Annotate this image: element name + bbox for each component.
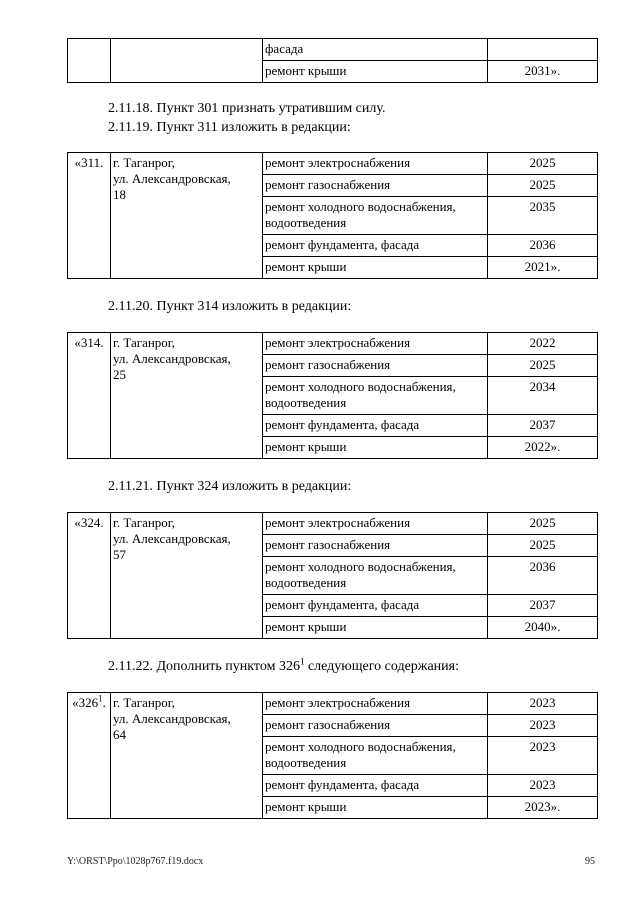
address-cell [111,693,263,819]
year-cell: 2036 [488,235,598,257]
work-cell: ремонт электроснабжения [263,513,488,535]
item-table-326-1 [67,692,598,819]
work-cell: ремонт газоснабжения [263,175,488,197]
item-number: «314. [68,333,111,459]
address-cell [111,153,263,279]
year-cell: 2031». [488,61,598,83]
year-cell: 2025 [488,355,598,377]
address-text: г. Таганрог, ул. Александровская, 25 [113,335,231,382]
address-cell [111,513,263,639]
work-cell: ремонт фундамента, фасада [263,415,488,437]
work-cell: ремонт холодного водоснабжения, водоотведения [263,737,488,775]
year-cell [488,39,598,61]
paragraph-2-11-22 [108,658,459,676]
year-cell: 2035 [488,197,598,235]
paragraph-2-11-20: 2.11.20. Пункт 314 изложить в редакции: [108,299,352,314]
work-cell: ремонт крыши [263,617,488,639]
work-cell: ремонт газоснабжения [263,715,488,737]
footer-file-path: Y:\ORST\Ppo\1028p767.f19.docx [67,856,204,867]
year-cell: 2025 [488,175,598,197]
year-cell: 2037 [488,415,598,437]
paragraph-2-11-21: 2.11.21. Пункт 324 изложить в редакции: [108,479,352,494]
year-cell: 2023 [488,693,598,715]
table-row [68,39,598,61]
item-number: «311. [68,153,111,279]
work-cell: ремонт холодного водоснабжения, водоотведения [263,557,488,595]
year-cell: 2022». [488,437,598,459]
work-cell: ремонт крыши [263,61,488,83]
work-cell: ремонт холодного водоснабжения, водоотведения [263,377,488,415]
year-cell: 2036 [488,557,598,595]
year-cell: 2040». [488,617,598,639]
year-cell: 2025 [488,513,598,535]
work-cell: фасада [263,39,488,61]
table-row [68,153,598,175]
item-table-311 [67,152,598,279]
superscript: 1 [98,693,103,704]
item-table-314 [67,332,598,459]
address-cell [111,39,263,83]
year-cell: 2034 [488,377,598,415]
item-number: «$326^1$. [68,693,111,819]
footer-page-number: 95 [585,856,595,867]
work-cell: ремонт крыши [263,437,488,459]
year-cell: 2023 [488,775,598,797]
continuation-table [67,38,598,83]
year-cell: 2023 [488,737,598,775]
address-cell [111,333,263,459]
work-cell: ремонт фундамента, фасада [263,235,488,257]
paragraph-text: 2.11.22. Дополнить пунктом 326 [108,659,300,674]
table-row [68,333,598,355]
year-cell: 2022 [488,333,598,355]
address-text: г. Таганрог, ул. Александровская, 64 [113,695,231,742]
work-cell: ремонт электроснабжения [263,153,488,175]
address-text: г. Таганрог, ул. Александровская, 57 [113,515,231,562]
work-cell: ремонт крыши [263,257,488,279]
work-cell: ремонт газоснабжения [263,535,488,557]
year-cell: 2025 [488,535,598,557]
work-cell: ремонт электроснабжения [263,333,488,355]
item-table-324 [67,512,598,639]
table-row [68,693,598,715]
work-cell: ремонт фундамента, фасада [263,595,488,617]
paragraph-text: следующего содержания: [304,659,459,674]
item-number: «324. [68,513,111,639]
year-cell: 2037 [488,595,598,617]
work-cell: ремонт газоснабжения [263,355,488,377]
address-text: г. Таганрог, ул. Александровская, 18 [113,155,231,202]
year-cell: 2021». [488,257,598,279]
num-cell [68,39,111,83]
work-cell: ремонт фундамента, фасада [263,775,488,797]
superscript: 1 [299,656,305,667]
work-cell: ремонт холодного водоснабжения, водоотведения [263,197,488,235]
work-cell: ремонт электроснабжения [263,693,488,715]
year-cell: 2025 [488,153,598,175]
table-row [68,513,598,535]
year-cell: 2023 [488,715,598,737]
paragraph-2-11-18: 2.11.18. Пункт 301 признать утратившим силу. [108,101,386,116]
paragraph-2-11-19: 2.11.19. Пункт 311 изложить в редакции: [108,120,351,135]
year-cell: 2023». [488,797,598,819]
work-cell: ремонт крыши [263,797,488,819]
